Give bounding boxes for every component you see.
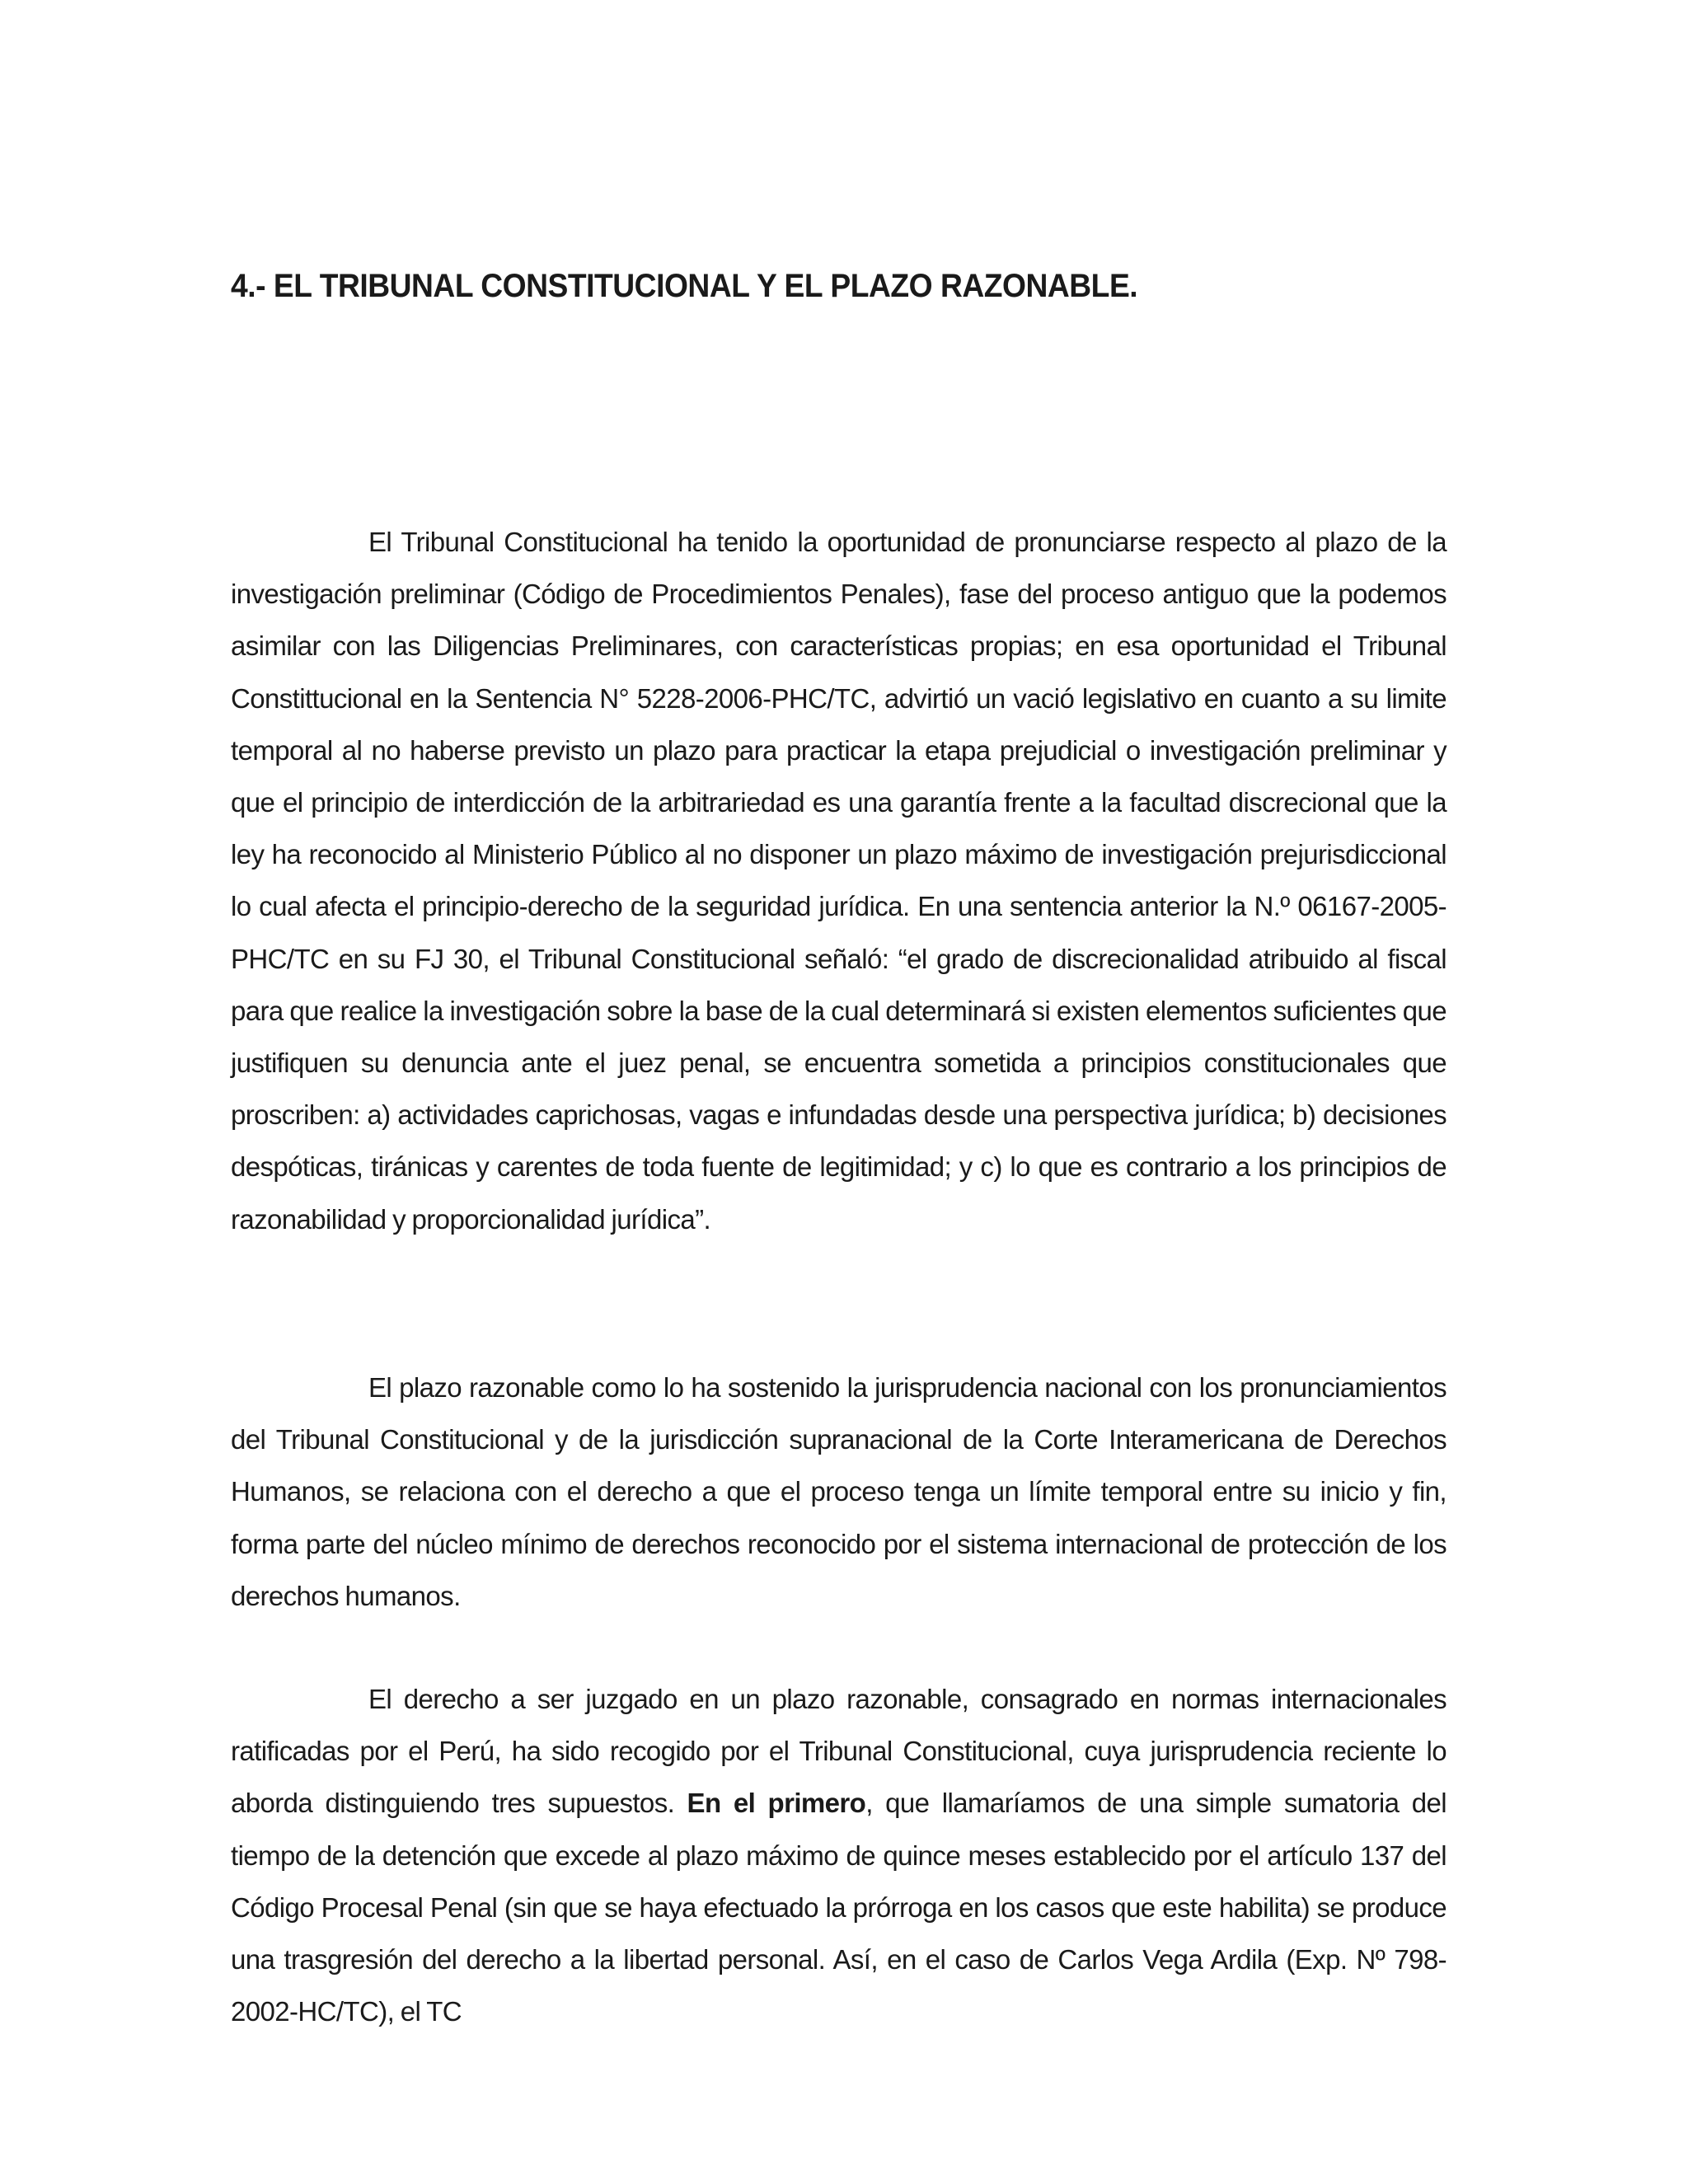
- paragraph-3: [231, 1673, 1447, 2037]
- section-heading: 4.- EL TRIBUNAL CONSTITUCIONAL Y EL PLAZO RAZONABLE.: [231, 268, 1138, 304]
- paragraph-1: El Tribunal Constitucional ha tenido la oportunidad de pronunciarse respecto al plazo de la investigación preliminar (Código de Procedimientos Penales), fase del proceso antiguo que la podemos asimilar con las Diligencias Preliminares, con características propias; en esa oportunidad el Tribunal Constittucional en la Sentencia N° 5228-2006-PHC/TC, advirtió un vació legislativo en cuanto a su limite temporal al no haberse previsto un plazo para practicar la etapa prejudicial o investigación preliminar y que el principio de interdicción de la arbitrariedad es una garantía frente a la facultad discrecional que la ley ha reconocido al Ministerio Público al no disponer un plazo máximo de investigación prejurisdiccional lo cual afecta el principio-derecho de la seguridad jurídica. En una sentencia anterior la N.º 06167-2005-PHC/TC en su FJ 30, el Tribunal Constitucional señaló: “el grado de discrecionalidad atribuido al fiscal para que realice la investigación sobre la base de la cual determinará si existen elementos suficientes que justifiquen su denuncia ante el juez penal, se encuentra sometida a principios constitucionales que proscriben: a) actividades caprichosas, vagas e infundadas desde una perspectiva jurídica; b) decisiones despóticas, tiránicas y carentes de toda fuente de legitimidad; y c) lo que es contrario a los principios de razonabilidad y proporcionalidad jurídica”.: [231, 527, 1447, 1235]
- paragraph-3-text-before: El derecho a ser juzgado en un plazo razonable, consagrado en normas internacionales ratificadas por el Perú, ha sido recogido por el Tribunal Constitucional, cuya jurisprudencia reciente lo aborda distinguiendo tres supuestos.: [231, 1684, 1447, 1819]
- paragraph-3-text-after: , que llamaríamos de una simple sumatoria del tiempo de la detención que excede al plazo máximo de quince meses establecido por el artículo 137 del Código Procesal Penal (sin que se haya efectuado la prórroga en los casos que este habilita) se produce una trasgresión del derecho a la libertad personal. Así, en el caso de Carlos Vega Ardila (Exp. Nº 798-2002-HC/TC), el TC: [231, 1788, 1447, 2027]
- paragraph-3-bold-phrase: En el primero: [687, 1788, 866, 1819]
- paragraph-2: El plazo razonable como lo ha sostenido la jurisprudencia nacional con los pronunciamientos del Tribunal Constitucional y de la jurisdicción supranacional de la Corte Interamericana de Derechos Humanos, se relaciona con el derecho a que el proceso tenga un límite temporal entre su inicio y fin, forma parte del núcleo mínimo de derechos reconocido por el sistema internacional de protección de los derechos humanos.: [231, 1372, 1447, 1611]
